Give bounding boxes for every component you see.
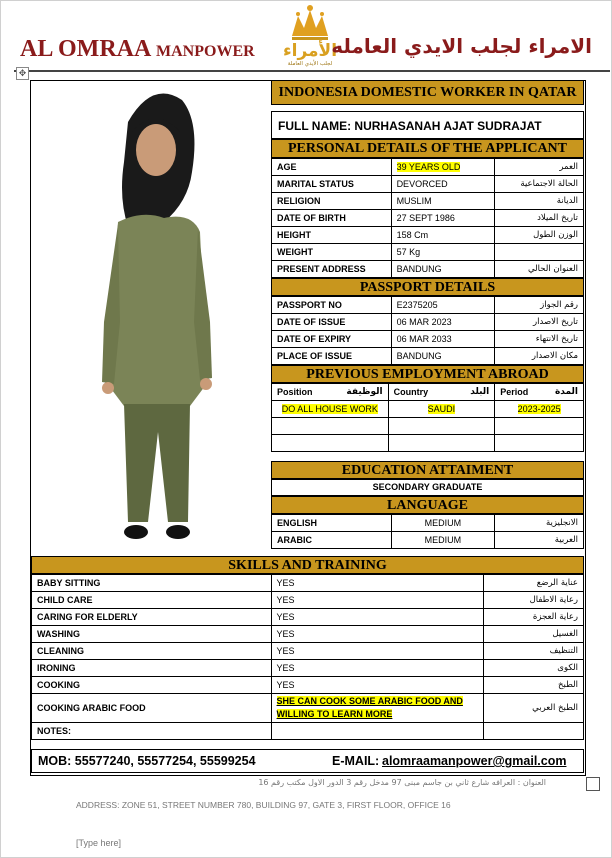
- passport-row-label-ar: مكان الاصدار: [495, 348, 584, 365]
- personal-row-value: 27 SEPT 1986: [391, 210, 495, 227]
- skill-row-label-ar: عناية الرضع: [484, 575, 584, 592]
- skill-row-label: COOKING: [32, 677, 272, 694]
- skill-row-label-ar: رعاية العجزة: [484, 609, 584, 626]
- passport-row-value: 06 MAR 2023: [391, 314, 495, 331]
- skill-row-value: YES: [271, 677, 484, 694]
- passport-row: [272, 348, 584, 365]
- passport-row-label: DATE OF EXPIRY: [272, 331, 392, 348]
- skill-row-value: YES: [271, 660, 484, 677]
- country-col-header: Country البلد: [388, 384, 495, 401]
- cv-title: INDONESIA DOMESTIC WORKER IN QATAR: [271, 80, 584, 105]
- header-divider: [14, 70, 610, 72]
- passport-table: [271, 296, 584, 365]
- personal-row: [272, 227, 584, 244]
- employment-empty-row: [272, 435, 584, 452]
- skill-row-label-ar: الغسيل: [484, 626, 584, 643]
- personal-row-value: 39 YEARS OLD: [391, 159, 495, 176]
- notes-row: [32, 723, 584, 740]
- personal-row-label-ar: [495, 244, 584, 261]
- personal-row-value: DEVORCED: [391, 176, 495, 193]
- notes-value: [271, 723, 484, 740]
- passport-row-label-ar: تاريخ الانتهاء: [495, 331, 584, 348]
- personal-row: [272, 159, 584, 176]
- personal-row: [272, 193, 584, 210]
- skill-row-value: YES: [271, 609, 484, 626]
- footer-placeholder[interactable]: [Type here]: [76, 838, 122, 848]
- language-row-label: ENGLISH: [272, 515, 392, 532]
- position-col-header: Position الوظيفة: [272, 384, 389, 401]
- passport-row-value: E2375205: [391, 297, 495, 314]
- email-link[interactable]: alomraamanpower@gmail.com: [382, 754, 567, 768]
- skills-heading: SKILLS AND TRAINING: [31, 556, 584, 574]
- skill-row: [32, 643, 584, 660]
- employment-heading: PREVIOUS EMPLOYMENT ABROAD: [271, 365, 584, 383]
- table-move-handle-icon[interactable]: ✥: [16, 67, 29, 80]
- company-name-main: AL OMRAA: [20, 36, 151, 62]
- notes-label: NOTES:: [32, 723, 272, 740]
- personal-row-label: RELIGION: [272, 193, 392, 210]
- cooking-arabic-row: [32, 694, 584, 723]
- full-name: FULL NAME: NURHASANAH AJAT SUDRAJAT: [271, 111, 584, 139]
- personal-row-label-ar: تاريخ الميلاد: [495, 210, 584, 227]
- employment-period: 2023-2025: [495, 401, 584, 418]
- personal-row: [272, 176, 584, 193]
- skill-label: COOKING ARABIC FOOD: [32, 694, 272, 723]
- personal-row-label-ar: الحالة الاجتماعية: [495, 176, 584, 193]
- skill-value: SHE CAN COOK SOME ARABIC FOOD AND WILLING TO LEARN MORE: [271, 694, 484, 723]
- employment-position: DO ALL HOUSE WORK: [272, 401, 389, 418]
- skill-row-value: YES: [271, 592, 484, 609]
- personal-row-value: 158 Cm: [391, 227, 495, 244]
- logo-subtext: لجلب الأيدي العاملة: [287, 61, 333, 67]
- personal-details-table: [271, 158, 584, 278]
- language-row-label: ARABIC: [272, 532, 392, 549]
- passport-row-label: PASSPORT NO: [272, 297, 392, 314]
- passport-row-label: DATE OF ISSUE: [272, 314, 392, 331]
- language-row-value: MEDIUM: [391, 515, 495, 532]
- email-label: E-MAIL:: [332, 754, 380, 768]
- skill-row-label: CLEANING: [32, 643, 272, 660]
- period-col-header: Period المدة: [495, 384, 584, 401]
- logo-text: الأمراء: [282, 41, 338, 61]
- company-name-suffix: MANPOWER: [156, 43, 255, 60]
- company-name-ar: الامراء لجلب الايدي العامله: [331, 34, 592, 58]
- language-row-value: MEDIUM: [391, 532, 495, 549]
- skill-row: [32, 592, 584, 609]
- employment-table: [271, 383, 584, 452]
- skill-row: [32, 677, 584, 694]
- skill-row-label: BABY SITTING: [32, 575, 272, 592]
- passport-row-value: BANDUNG: [391, 348, 495, 365]
- skill-row: [32, 626, 584, 643]
- skill-label-ar: الطبخ العربي: [484, 694, 584, 723]
- skill-row-label: CHILD CARE: [32, 592, 272, 609]
- passport-heading: PASSPORT DETAILS: [271, 278, 584, 296]
- company-name-en: [20, 36, 255, 63]
- language-row: [272, 532, 584, 549]
- skill-row: [32, 609, 584, 626]
- skill-row-value: YES: [271, 643, 484, 660]
- employment-empty-row: [272, 418, 584, 435]
- language-row-label-ar: العربية: [495, 532, 584, 549]
- personal-row-label: PRESENT ADDRESS: [272, 261, 392, 278]
- personal-row-label: WEIGHT: [272, 244, 392, 261]
- language-table: [271, 514, 584, 549]
- skill-row-value: YES: [271, 626, 484, 643]
- personal-row-label: HEIGHT: [272, 227, 392, 244]
- language-heading: LANGUAGE: [271, 496, 584, 514]
- mobile-numbers: MOB: 55577240, 55577254, 55599254: [38, 754, 256, 768]
- personal-row-label-ar: الوزن الطول: [495, 227, 584, 244]
- employment-header-row: [272, 384, 584, 401]
- personal-row: [272, 261, 584, 278]
- passport-row-label-ar: تاريخ الاصدار: [495, 314, 584, 331]
- personal-row-label: MARITAL STATUS: [272, 176, 392, 193]
- personal-row-label-ar: الديانة: [495, 193, 584, 210]
- personal-details-heading: PERSONAL DETAILS OF THE APPLICANT: [271, 139, 584, 158]
- personal-row-value: BANDUNG: [391, 261, 495, 278]
- personal-row-label: DATE OF BIRTH: [272, 210, 392, 227]
- skill-row-label-ar: التنظيف: [484, 643, 584, 660]
- education-value: SECONDARY GRADUATE: [271, 479, 584, 496]
- skills-table: [31, 574, 584, 740]
- skill-row-label: IRONING: [32, 660, 272, 677]
- skill-row: [32, 575, 584, 592]
- personal-row: [272, 210, 584, 227]
- address-en: ADDRESS: ZONE 51, STREET NUMBER 780, BUILDING 97, GATE 3, FIRST FLOOR, OFFICE 16: [76, 800, 451, 810]
- personal-row-label-ar: العمر: [495, 159, 584, 176]
- skill-row-label: CARING FOR ELDERLY: [32, 609, 272, 626]
- personal-row-value: MUSLIM: [391, 193, 495, 210]
- passport-row-label: PLACE OF ISSUE: [272, 348, 392, 365]
- checkbox[interactable]: [586, 777, 600, 791]
- skill-row-label: WASHING: [32, 626, 272, 643]
- contact-bar: [31, 749, 584, 773]
- details-column: [271, 80, 584, 549]
- employment-row: [272, 401, 584, 418]
- personal-row-value: 57 Kg: [391, 244, 495, 261]
- skill-row-label-ar: الطبخ: [484, 677, 584, 694]
- passport-row: [272, 331, 584, 348]
- passport-row-value: 06 MAR 2033: [391, 331, 495, 348]
- skill-row: [32, 660, 584, 677]
- language-row: [272, 515, 584, 532]
- skill-row-label-ar: الكوى: [484, 660, 584, 677]
- language-row-label-ar: الانجليزية: [495, 515, 584, 532]
- address-ar: العنوان : العرافه شارع ثاني بن جاسم مبنى 97 مدخل رقم 3 الدور الاول مكتب رقم 16: [258, 778, 546, 787]
- personal-row-label: AGE: [272, 159, 392, 176]
- skill-row-value: YES: [271, 575, 484, 592]
- personal-row-label-ar: العنوان الحالي: [495, 261, 584, 278]
- skill-row-label-ar: رعاية الاطفال: [484, 592, 584, 609]
- personal-row: [272, 244, 584, 261]
- applicant-photo: [32, 82, 270, 554]
- passport-row: [272, 314, 584, 331]
- passport-row-label-ar: رقم الجواز: [495, 297, 584, 314]
- passport-row: [272, 297, 584, 314]
- employment-country: SAUDI: [388, 401, 495, 418]
- education-heading: EDUCATION ATTAIMENT: [271, 461, 584, 479]
